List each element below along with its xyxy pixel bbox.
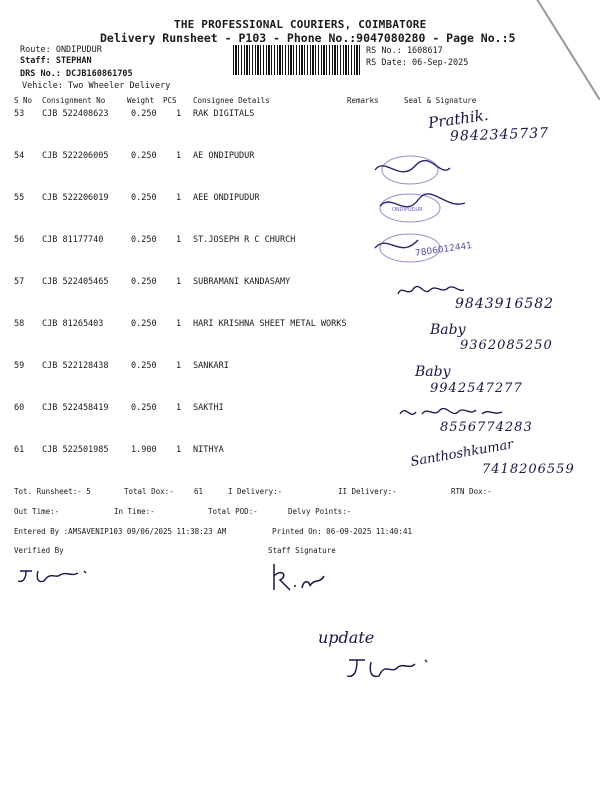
row-weight: 0.250 <box>131 277 157 287</box>
barcode <box>233 45 361 75</box>
row-weight: 0.250 <box>131 109 157 119</box>
row-pcs: 1 <box>176 109 182 119</box>
handwritten-phone: 9843916582 <box>455 296 555 312</box>
row-consignment: CJB 522206005 <box>42 151 109 161</box>
col-sno: S No <box>14 96 33 105</box>
in-time: In Time:- <box>114 507 155 516</box>
row-consignee: AE ONDIPUDUR <box>193 151 255 161</box>
row-consignment: CJB 81265403 <box>42 319 104 329</box>
row-consignee: HARI KRISHNA SHEET METAL WORKS <box>193 319 347 329</box>
corner-fold-line <box>530 0 600 100</box>
rs-date: RS Date: 06-Sep-2025 <box>366 58 469 68</box>
company-name: THE PROFESSIONAL COURIERS, COIMBATORE <box>174 18 427 31</box>
row-consignment: CJB 522405465 <box>42 277 109 287</box>
col-remarks: Remarks <box>347 96 379 105</box>
row-weight: 1.900 <box>131 445 157 455</box>
row-pcs: 1 <box>176 319 182 329</box>
row-consignment: CJB 522128438 <box>42 361 109 371</box>
row-sno: 61 <box>14 445 25 455</box>
printed-on: Printed On: 06-09-2025 11:40:41 <box>272 527 412 536</box>
row-consignee: SUBRAMANI KANDASAMY <box>193 277 291 287</box>
handwritten-name: Santhoshkumar <box>409 437 515 470</box>
col-weight: Weight <box>127 96 155 105</box>
handwritten-name: Baby <box>430 322 466 338</box>
row-consignee: AEE ONDIPUDUR <box>193 193 260 203</box>
delivery-points: Delvy Points:- <box>288 507 352 516</box>
row-consignment: CJB 81177740 <box>42 235 104 245</box>
row-consignment: CJB 522458419 <box>42 403 109 413</box>
row-consignee: RAK DIGITALS <box>193 109 255 119</box>
row-pcs: 1 <box>176 361 182 371</box>
svg-text:ONDIPUDUR: ONDIPUDUR <box>392 207 423 213</box>
ii-delivery: II Delivery:- <box>338 487 397 496</box>
handwritten-phone: 9942547277 <box>430 381 523 396</box>
row-weight: 0.250 <box>131 151 157 161</box>
row-weight: 0.250 <box>131 319 157 329</box>
row-sno: 57 <box>14 277 25 287</box>
row-sno: 60 <box>14 403 25 413</box>
row-pcs: 1 <box>176 151 182 161</box>
row-consignment: CJB 522206019 <box>42 193 109 203</box>
row-weight: 0.250 <box>131 193 157 203</box>
update-note: update <box>318 628 375 647</box>
total-runsheet: Tot. Runsheet:- 5 <box>14 487 91 496</box>
entered-by: Entered By :AMSAVENIP103 09/06/2025 11:38:23 AM <box>14 527 227 536</box>
row-consignee: ST.JOSEPH R C CHURCH <box>193 235 296 245</box>
row-weight: 0.250 <box>131 235 157 245</box>
row-sno: 58 <box>14 319 25 329</box>
verified-by-label: Verified By <box>14 546 64 555</box>
out-time: Out Time:- <box>14 507 60 516</box>
route: Route: ONDIPUDUR <box>20 45 102 55</box>
handwritten-phone: 9842345737 <box>449 125 550 145</box>
handwritten-name: Prathik. <box>427 105 490 133</box>
row-consignee: NITHYA <box>193 445 224 455</box>
row-sno: 55 <box>14 193 25 203</box>
row-consignment: CJB 522501985 <box>42 445 109 455</box>
row-sno: 56 <box>14 235 25 245</box>
handwritten-phone: 8556774283 <box>440 420 533 435</box>
row-pcs: 1 <box>176 193 182 203</box>
col-pcs: PCS <box>163 96 177 105</box>
row-consignee: SANKARI <box>193 361 229 371</box>
total-dox-label: Total Dox:- <box>124 487 174 496</box>
row-pcs: 1 <box>176 445 182 455</box>
row-weight: 0.250 <box>131 361 157 371</box>
total-pod: Total POD:- <box>208 507 258 516</box>
staff-signature <box>268 560 328 595</box>
total-dox-value: 61 <box>194 487 204 496</box>
page-title: Delivery Runsheet - P103 - Phone No.:9047080280 - Page No.:5 <box>100 31 516 45</box>
col-consignment: Consignment No <box>42 96 106 105</box>
row-pcs: 1 <box>176 277 182 287</box>
row-sno: 59 <box>14 361 25 371</box>
handwritten-phone: 9362085250 <box>460 338 553 353</box>
drs-number: DRS No.: DCJB160861705 <box>20 69 133 79</box>
vehicle: Vehicle: Two Wheeler Delivery <box>22 81 171 91</box>
handwritten-number: 7806012441 <box>414 241 473 259</box>
rtn-dox: RTN Dox:- <box>451 487 492 496</box>
col-consignee: Consignee Details <box>193 96 270 105</box>
row-pcs: 1 <box>176 235 182 245</box>
verifier-signature <box>16 565 91 587</box>
col-seal: Seal & Signature <box>404 96 477 105</box>
row-sno: 53 <box>14 109 25 119</box>
handwritten-phone: 7418206559 <box>482 462 575 477</box>
row-weight: 0.250 <box>131 403 157 413</box>
i-delivery: I Delivery:- <box>228 487 283 496</box>
staff-signature-label: Staff Signature <box>268 546 336 555</box>
rs-number: RS No.: 1608617 <box>366 46 443 56</box>
staff: Staff: STEPHAN <box>20 56 92 66</box>
row-pcs: 1 <box>176 403 182 413</box>
row-sno: 54 <box>14 151 25 161</box>
row-consignee: SAKTHI <box>193 403 224 413</box>
handwritten-name: Baby <box>415 364 451 380</box>
row-consignment: CJB 522408623 <box>42 109 109 119</box>
update-signature <box>345 652 435 687</box>
